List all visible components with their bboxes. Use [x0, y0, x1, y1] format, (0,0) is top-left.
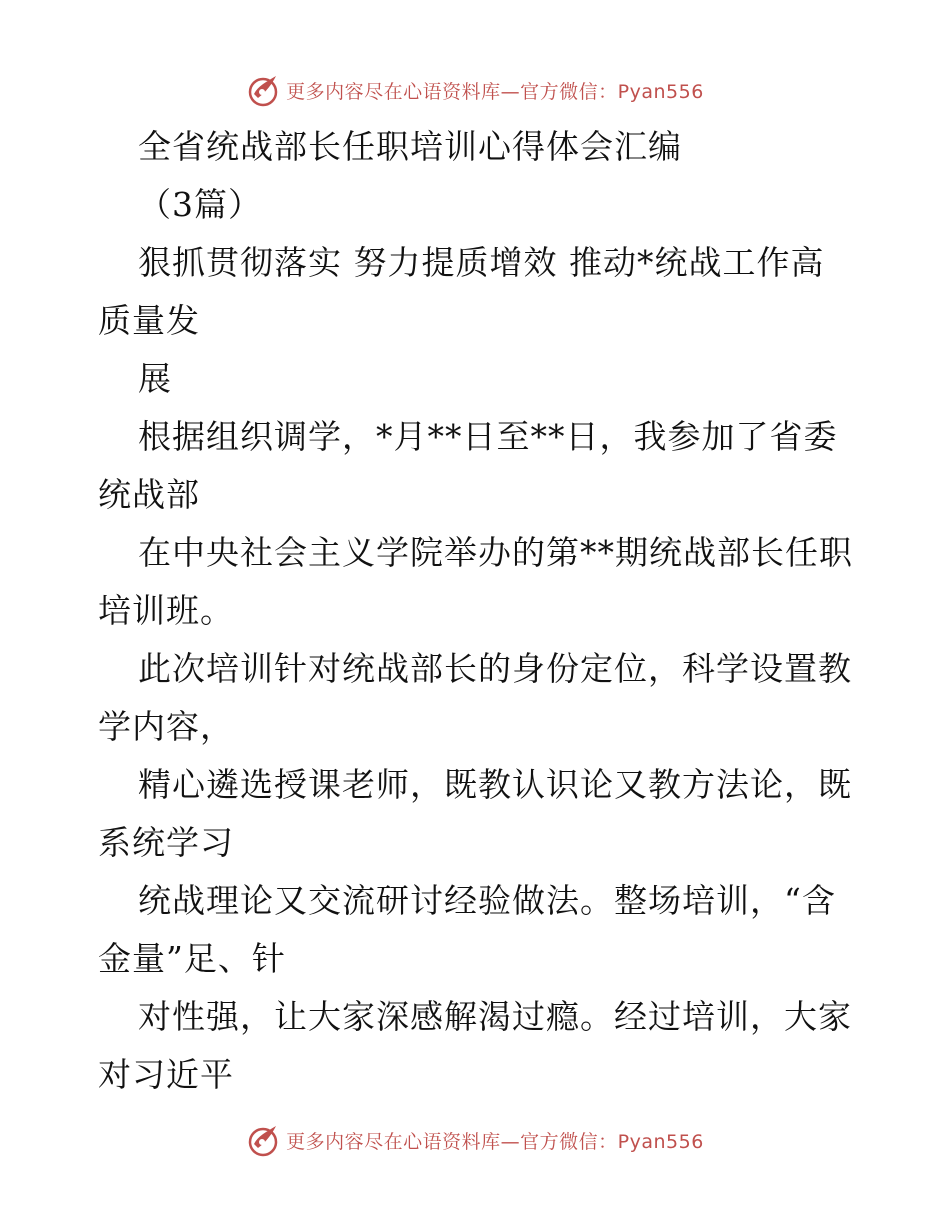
watermark-footer [0, 1120, 950, 1160]
text-line: 对性强，让大家深感解渴过瘾。经过培训，大家 [138, 997, 852, 1036]
text-line: 狠抓贯彻落实 努力提质增效 推动*统战工作高 [138, 243, 825, 282]
text-line: 在中央社会主义学院举办的第**期统战部长任职 [138, 533, 853, 572]
pen-quill-logo-icon [246, 1122, 282, 1158]
text-line: 系统学习 [98, 823, 234, 862]
text-line: 学内容， [98, 707, 234, 746]
text-line: 根据组织调学，*月**日至**日，我参加了省委 [138, 417, 838, 456]
text-line: 精心遴选授课老师，既教认识论又教方法论，既 [138, 765, 852, 804]
text-line: 金量”足、针 [98, 939, 286, 978]
text-line: 对习近平 [98, 1055, 234, 1094]
document-body [98, 118, 858, 1104]
text-line: 质量发 [98, 301, 200, 340]
pen-quill-logo-icon [246, 72, 282, 108]
text-line: 此次培训针对统战部长的身份定位，科学设置教 [138, 649, 852, 688]
text-line: 统战部 [98, 475, 200, 514]
text-line: （3篇） [138, 185, 262, 224]
text-line: 全省统战部长任职培训心得体会汇编 [138, 127, 682, 166]
text-line: 统战理论又交流研讨经验做法。整场培训，“含 [138, 881, 836, 920]
watermark-text: 更多内容尽在心语资料库—官方微信：Pyan556 [286, 1130, 704, 1153]
watermark-text: 更多内容尽在心语资料库—官方微信：Pyan556 [286, 80, 704, 103]
text-line: 培训班。 [98, 591, 234, 630]
watermark-header [0, 70, 950, 110]
text-line: 展 [138, 359, 172, 398]
